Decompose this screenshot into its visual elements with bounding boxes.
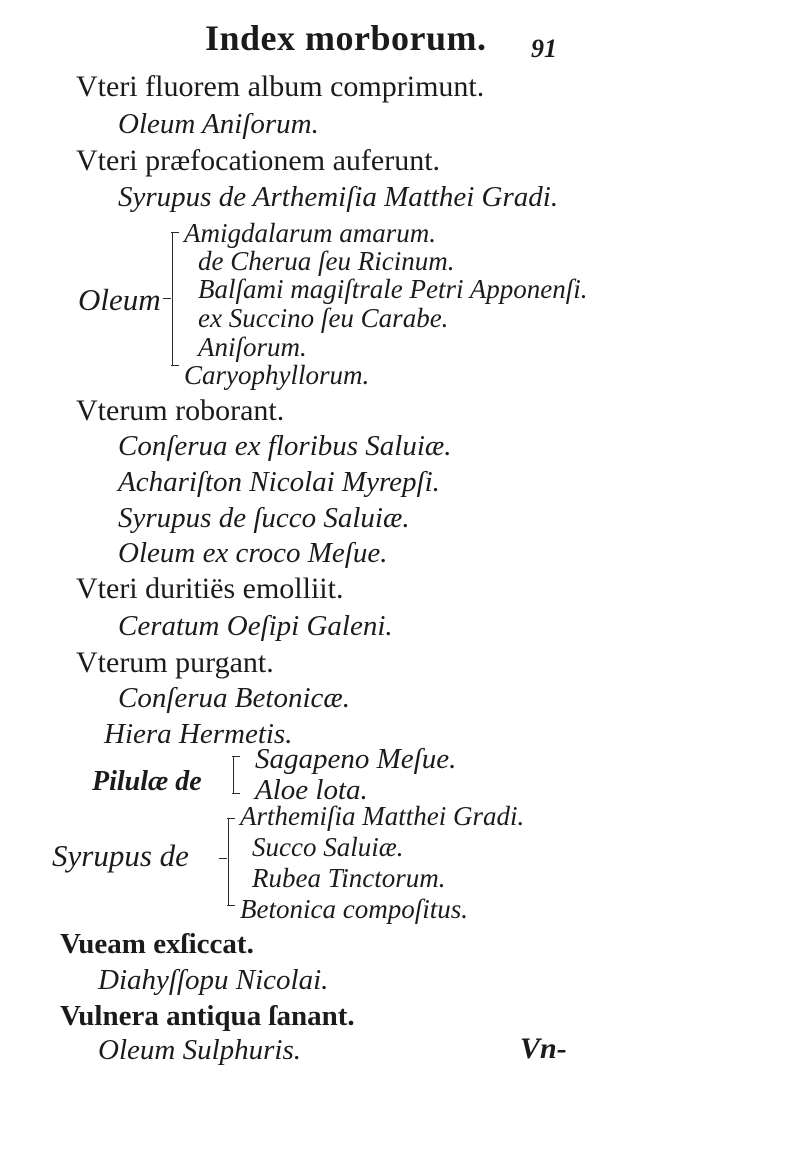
section-heading: Vterum purgant. <box>76 646 274 679</box>
bracket-item: Betonica compoſitus. <box>240 894 468 924</box>
bracket-item: Arthemiſia Matthei Gradi. <box>240 801 525 831</box>
bracket-item: Rubea Tinctorum. <box>252 863 446 893</box>
brace-mark <box>172 232 173 366</box>
remedy-entry: Achariſton Nicolai Myrepſi. <box>118 466 440 498</box>
bracket-item: ex Succino ſeu Carabe. <box>198 303 449 333</box>
bracket-item: Balſami magiſtrale Petri Apponenſi. <box>198 274 588 304</box>
bracket-label: Oleum <box>78 282 161 317</box>
remedy-entry: Syrupus de Arthemiſia Matthei Gradi. <box>118 181 559 213</box>
bracket-item: Caryophyllorum. <box>184 360 370 390</box>
section-heading: Vteri duritiës emolliit. <box>76 572 344 605</box>
remedy-entry: Oleum ex croco Meſue. <box>118 537 388 569</box>
remedy-entry: Hiera Hermetis. <box>104 718 293 750</box>
remedy-entry: Ceratum Oeſipi Galeni. <box>118 610 393 642</box>
bracket-item: Succo Saluiæ. <box>252 832 404 862</box>
section-heading: Vueam exſiccat. <box>60 928 254 960</box>
section-heading: Vteri præfocationem auferunt. <box>76 144 441 177</box>
remedy-entry: Syrupus de ſucco Saluiæ. <box>118 502 410 534</box>
brace-tip <box>163 298 171 299</box>
brace-tip <box>219 858 227 859</box>
bracket-label: Syrupus de <box>52 838 189 873</box>
remedy-entry: Diahyſſopu Nicolai. <box>98 964 329 996</box>
brace-mark <box>228 818 229 906</box>
bracket-label: Pilulæ de <box>92 766 202 797</box>
running-title: Index morborum. <box>205 18 487 58</box>
remedy-entry: Conſerua Betonicæ. <box>118 682 350 714</box>
catchword: Vn- <box>520 1032 567 1065</box>
section-heading: Vteri fluorem album comprimunt. <box>76 70 485 103</box>
brace-mark <box>233 756 234 794</box>
page-number: 91 <box>531 34 557 63</box>
bracket-item: Aloe lota. <box>255 774 368 806</box>
remedy-entry: Conſerua ex floribus Saluiæ. <box>118 430 452 462</box>
bracket-item: Sagapeno Meſue. <box>255 743 457 775</box>
bracket-item: Amigdalarum amarum. <box>184 218 437 248</box>
section-heading: Vterum roborant. <box>76 394 285 427</box>
bracket-item: Aniſorum. <box>198 332 307 362</box>
remedy-entry: Oleum Aniſorum. <box>118 108 319 140</box>
bracket-item: de Cherua ſeu Ricinum. <box>198 246 455 276</box>
remedy-entry: Oleum Sulphuris. <box>98 1034 301 1066</box>
section-heading: Vulnera antiqua ſanant. <box>60 1000 355 1032</box>
